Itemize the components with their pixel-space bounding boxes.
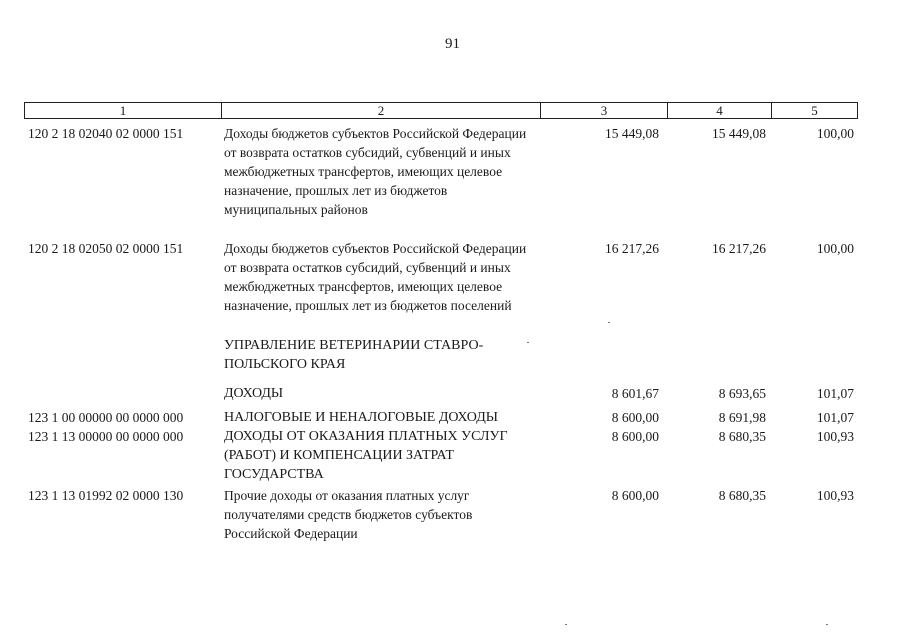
column-header-3: 3 — [541, 103, 668, 118]
row-value-actual: 8 693,65 — [718, 386, 766, 401]
row-name: НАЛОГОВЫЕ И НЕНАЛОГОВЫЕ ДОХОДЫ — [224, 410, 498, 425]
row-value-plan: 8 600,00 — [611, 410, 659, 425]
column-header-4: 4 — [668, 103, 772, 118]
table-row — [24, 384, 858, 404]
scan-speck — [826, 624, 828, 625]
row-value-plan: 8 600,00 — [611, 488, 659, 503]
row-value-plan: 16 217,26 — [605, 241, 659, 256]
column-header-row — [24, 102, 858, 119]
table-row — [24, 239, 858, 339]
table-row — [24, 408, 858, 428]
row-value-percent: 101,07 — [816, 386, 854, 401]
scan-speck — [608, 322, 610, 323]
row-code: 123 1 13 00000 00 0000 000 — [28, 429, 184, 444]
row-name: Прочие доходы от оказания платных услуг получателями средств бюджетов субъектов Российской Федерации — [224, 488, 473, 541]
row-value-percent: 101,07 — [816, 410, 854, 425]
table-row — [24, 427, 858, 487]
row-value-percent: 100,00 — [816, 241, 854, 256]
row-value-actual: 8 691,98 — [718, 410, 766, 425]
row-value-plan: 8 600,00 — [611, 429, 659, 444]
section-heading-row — [24, 336, 858, 376]
column-header-1: 1 — [25, 103, 222, 118]
page-number: 91 — [445, 36, 460, 52]
row-code: 123 1 13 01992 02 0000 130 — [28, 488, 184, 503]
row-value-percent: 100,93 — [816, 488, 854, 503]
row-value-percent: 100,00 — [816, 126, 854, 141]
row-value-actual: 8 680,35 — [718, 429, 766, 444]
scan-speck — [527, 342, 529, 343]
scan-speck — [565, 624, 567, 625]
row-name: Доходы бюджетов субъектов Российской Федерации от возврата остатков субсидий, субвенций и иных межбюджетных трансфертов, имеющих целевое назначение, прошлых лет из бюджетов муниципальных районов — [224, 126, 527, 217]
row-code: 123 1 00 00000 00 0000 000 — [28, 410, 184, 425]
row-value-actual: 15 449,08 — [712, 126, 766, 141]
section-heading: УПРАВЛЕНИЕ ВЕТЕРИНАРИИ СТАВРО-ПОЛЬСКОГО КРАЯ — [224, 338, 484, 372]
row-code: 120 2 18 02040 02 0000 151 — [28, 126, 184, 141]
row-name: ДОХОДЫ — [224, 386, 284, 401]
column-header-2: 2 — [222, 103, 541, 118]
row-value-percent: 100,93 — [816, 429, 854, 444]
row-name: Доходы бюджетов субъектов Российской Федерации от возврата остатков субсидий, субвенций и иных межбюджетных трансфертов, имеющих целевое назначение, прошлых лет из бюджетов поселений — [224, 241, 527, 313]
row-code: 120 2 18 02050 02 0000 151 — [28, 241, 184, 256]
table-row — [24, 486, 858, 546]
row-value-plan: 8 601,67 — [611, 386, 659, 401]
row-value-actual: 8 680,35 — [718, 488, 766, 503]
row-name: ДОХОДЫ ОТ ОКАЗАНИЯ ПЛАТНЫХ УСЛУГ (РАБОТ) И КОМПЕНСАЦИИ ЗАТРАТ ГОСУДАРСТВА — [224, 429, 508, 482]
row-value-actual: 16 217,26 — [712, 241, 766, 256]
row-value-plan: 15 449,08 — [605, 126, 659, 141]
column-header-5: 5 — [811, 103, 818, 118]
table-row — [24, 124, 858, 224]
